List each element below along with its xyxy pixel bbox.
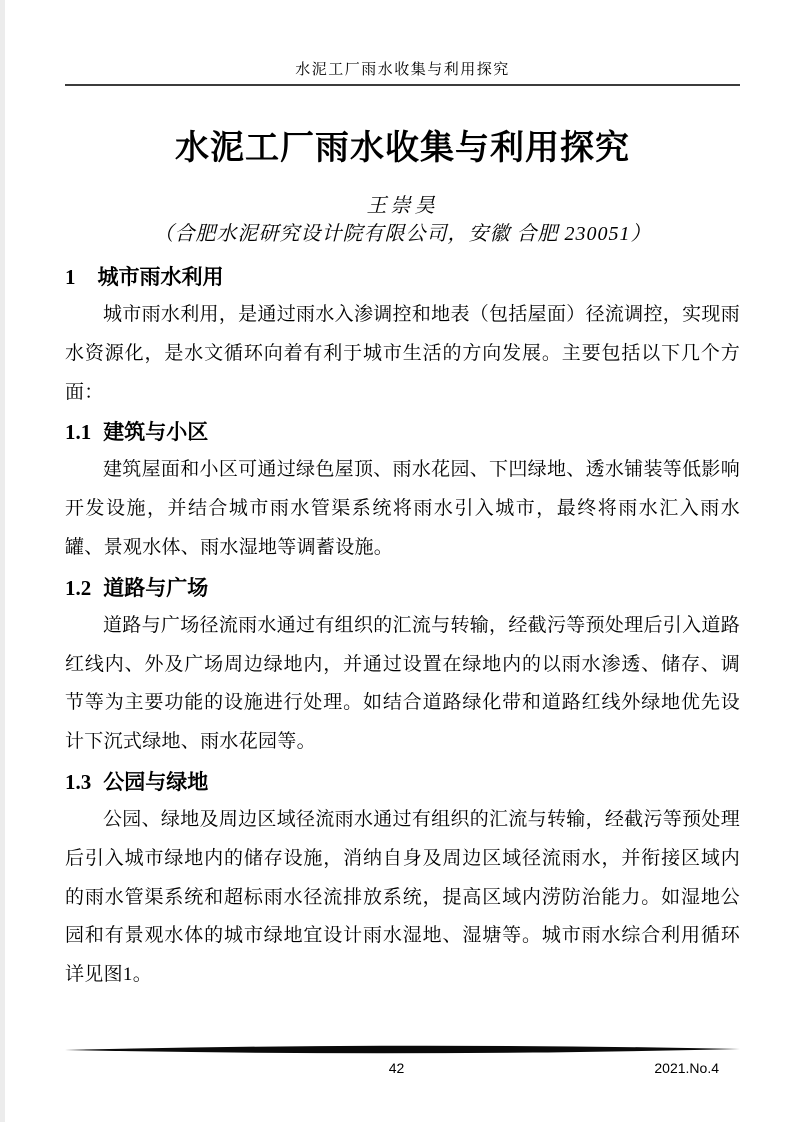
- section-title: 城市雨水利用: [97, 266, 224, 289]
- paragraph: 城市雨水利用，是通过雨水入渗调控和地表（包括屋面）径流调控，实现雨水资源化，是水文循环向着有利于城市生活的方向发展。主要包括以下几个方面：: [65, 304, 740, 403]
- running-head: 水泥工厂雨水收集与利用探究: [65, 60, 740, 86]
- article-title: 水泥工厂雨水收集与利用探究: [175, 129, 630, 167]
- paragraph: 道路与广场径流雨水通过有组织的汇流与转输，经截污等预处理后引入道路红线内、外及广场周边绿地内，并通过设置在绿地内的以雨水渗透、储存、调节等为主要功能的设施进行处理。如结合道路绿化带和道路红线外绿地优先设计下沉式绿地、雨水花园等。: [65, 614, 740, 753]
- paragraph: 公园、绿地及周边区域径流雨水通过有组织的汇流与转输，经截污等预处理后引入城市绿地内的储存设施，消纳自身及周边区域径流雨水，并衔接区域内的雨水管渠系统和超标雨水径流排放系统，提高区域内涝防治能力。如湿地公园和有景观水体的城市绿地宜设计雨水湿地、湿塘等。城市雨水综合利用循环详见图1。: [65, 808, 740, 986]
- issue-label: 2021.No.4: [654, 1060, 719, 1076]
- section-heading-1: [65, 265, 740, 290]
- page-left-edge: [0, 0, 5, 1122]
- section-title: 道路与广场: [103, 576, 209, 600]
- paragraph: 建筑屋面和小区可通过绿色屋顶、雨水花园、下凹绿地、透水铺装等低影响开发设施，并结合城市雨水管渠系统将雨水引入城市，最终将雨水汇入雨水罐、景观水体、雨水湿地等调蓄设施。: [65, 459, 740, 558]
- page-footer: [0, 1059, 793, 1079]
- section-number: 1.1: [65, 420, 92, 445]
- section-heading-1-2: [65, 576, 740, 601]
- author-affiliation: （合肥水泥研究设计院有限公司，安徽 合肥 230051）: [153, 223, 652, 245]
- section-number: 1.2: [65, 575, 92, 600]
- section-number: 1: [65, 265, 76, 289]
- author-name: 王崇昊: [366, 195, 439, 217]
- footer-tapered-rule: [65, 1044, 740, 1056]
- section-title: 公园与绿地: [103, 770, 209, 794]
- section-heading-1-1: [65, 420, 740, 445]
- section-title: 建筑与小区: [103, 421, 209, 445]
- section-heading-1-3: [65, 770, 740, 795]
- page-number: 42: [388, 1060, 405, 1076]
- section-number: 1.3: [65, 769, 92, 794]
